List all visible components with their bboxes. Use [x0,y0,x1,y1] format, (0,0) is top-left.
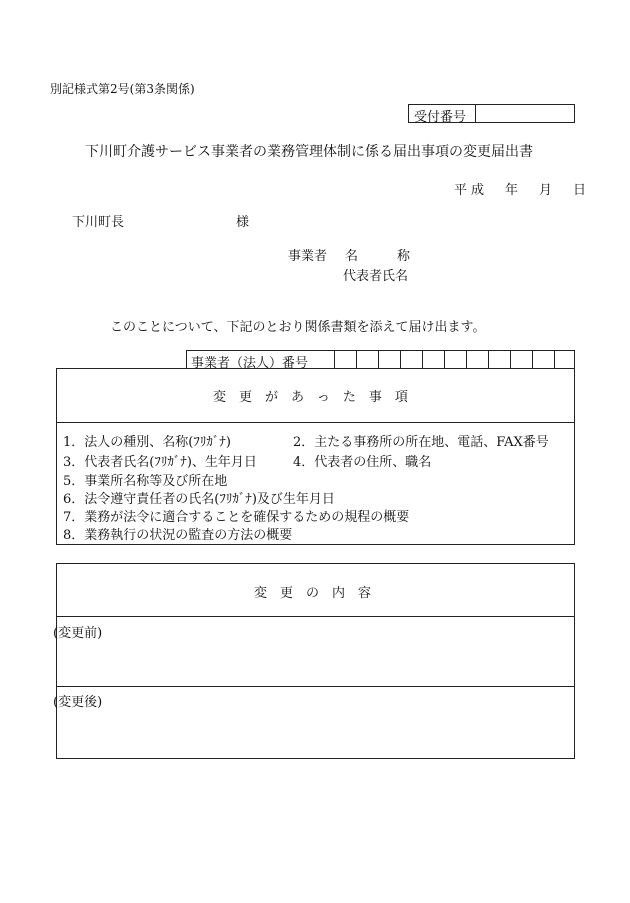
changed-item-4[interactable]: 4．代表者の住所、職名 [293,455,432,470]
changed-item-5[interactable]: 5．事業所名称等及び所在地 [63,474,228,489]
changed-item-6[interactable]: 6．法令遵守責任者の氏名(ﾌﾘｶﾞﾅ)及び生年月日 [63,492,335,507]
business-number-label: 事業者（法人）番号 [191,356,309,371]
change-content-section [53,563,575,759]
changed-item-2[interactable]: 2．主たる事務所の所在地、電話、FAX番号 [293,435,549,450]
receipt-number-label: 受付番号 [414,110,467,125]
intro-sentence: このことについて、下記のとおり関係書類を添えて届け出ます。 [110,320,486,335]
form-id: 別記様式第2号(第3条関係) [50,82,195,96]
company-name-label: 名 称 [345,249,411,264]
changed-items-header: 変更があった事項 [213,390,421,405]
representative-name-label: 代表者氏名 [343,269,409,284]
change-content-header: 変更の内容 [254,586,385,601]
after-change-label: (変更後) [53,695,103,710]
applicant-label: 事業者 [288,249,328,264]
addressee: 下川町長 [72,215,125,230]
date-line: 平成 年 月 日 [454,183,591,198]
document-title: 下川町介護サービス事業者の業務管理体制に係る届出事項の変更届出書 [85,144,533,160]
receipt-divider [475,105,476,122]
changed-item-8[interactable]: 8．業務執行の状況の監査の方法の概要 [63,528,293,543]
receipt-number-box [408,104,575,123]
before-change-label: (変更前) [53,626,103,641]
changed-item-7[interactable]: 7．業務が法令に適合することを確保するための規程の概要 [63,510,410,525]
before-change-field[interactable] [61,642,569,684]
changed-item-3[interactable]: 3．代表者氏名(ﾌﾘｶﾞﾅ)、生年月日 [63,455,257,470]
business-number-row [186,350,575,369]
changed-item-1[interactable]: 1．法人の種別、名称(ﾌﾘｶﾞﾅ) [63,435,231,450]
after-change-field[interactable] [61,710,569,754]
receipt-number-field[interactable] [477,105,573,122]
changed-items-section [56,368,575,545]
honorific: 様 [236,215,250,230]
